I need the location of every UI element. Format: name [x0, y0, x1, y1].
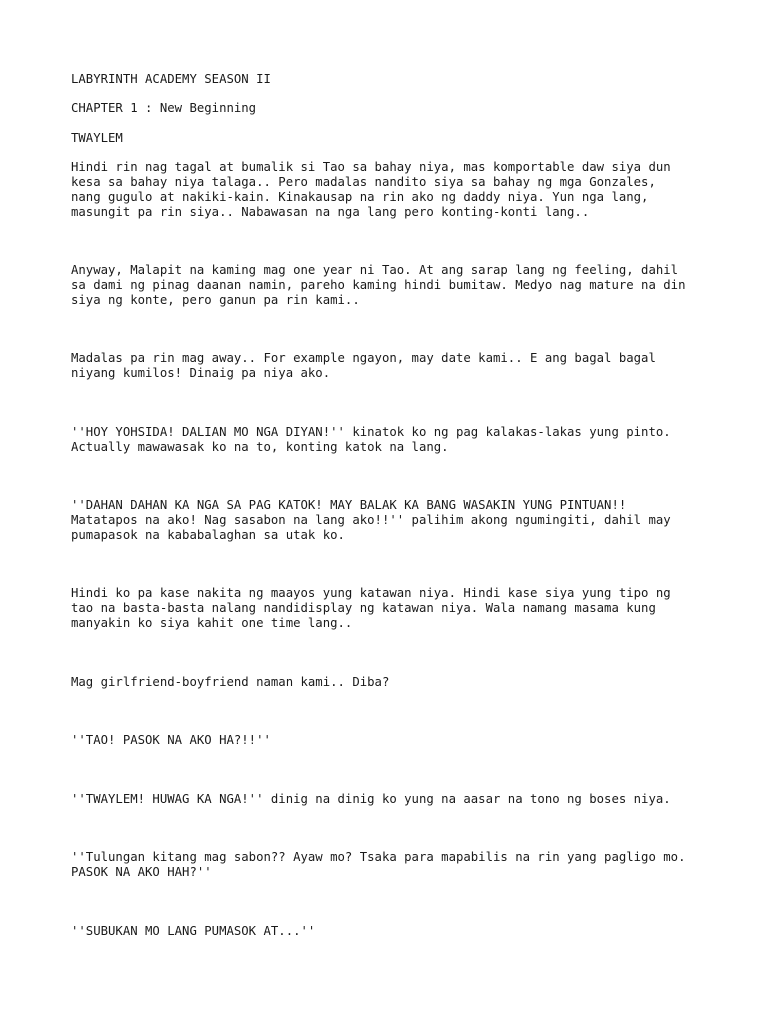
paragraph: ''SUBUKAN MO LANG PUMASOK AT...''	[71, 924, 316, 938]
paragraph: ''DAHAN DAHAN KA NGA SA PAG KATOK! MAY BALAK KA BANG WASAKIN YUNG PINTUAN!! Matatapos na ako! Nag sasabon na lang ako!!'' palihim akong ngumingiti, dahil may pumapasok na kababalaghan sa utak ko.	[71, 498, 671, 542]
paragraph: Hindi rin nag tagal at bumalik si Tao sa bahay niya, mas komportable daw siya dun kesa sa bahay niya talaga.. Pero madalas nandito siya sa bahay ng mga Gonzales, nang gugulo at nakiki-kain. Kinakausap na rin ako ng daddy niya. Yun nga lang, masungit pa rin siya.. Nabawasan na nga lang pero konting-konti lang..	[71, 160, 671, 219]
narrator-heading: TWAYLEM	[71, 131, 123, 145]
paragraph: Hindi ko pa kase nakita ng maayos yung katawan niya. Hindi kase siya yung tipo ng tao na basta-basta nalang nandidisplay ng katawan niya. Wala namang masama kung manyakin ko siya kahit one time lang..	[71, 586, 671, 630]
paragraph: Madalas pa rin mag away.. For example ngayon, may date kami.. E ang bagal bagal niyang kumilos! Dinaig pa niya ako.	[71, 351, 656, 380]
chapter-heading: CHAPTER 1 : New Beginning	[71, 101, 257, 115]
paragraph: ''HOY YOHSIDA! DALIAN MO NGA DIYAN!'' kinatok ko ng pag kalakas-lakas yung pinto. Actually mawawasak ko na to, konting katok na lang.	[71, 425, 671, 454]
paragraph: ''TAO! PASOK NA AKO HA?!!''	[71, 733, 271, 747]
document-title: LABYRINTH ACADEMY SEASON II	[71, 72, 271, 86]
paragraph: ''TWAYLEM! HUWAG KA NGA!'' dinig na dinig ko yung na aasar na tono ng boses niya.	[71, 792, 671, 806]
paragraph: Mag girlfriend-boyfriend naman kami.. Diba?	[71, 675, 390, 689]
paragraph: ''Tulungan kitang mag sabon?? Ayaw mo? Tsaka para mapabilis na rin yang pagligo mo. PASOK NA AKO HAH?''	[71, 850, 686, 879]
paragraph: Anyway, Malapit na kaming mag one year ni Tao. At ang sarap lang ng feeling, dahil sa dami ng pinag daanan namin, pareho kaming hindi bumitaw. Medyo nag mature na din siya ng konte, pero ganun pa rin kami..	[71, 263, 686, 307]
